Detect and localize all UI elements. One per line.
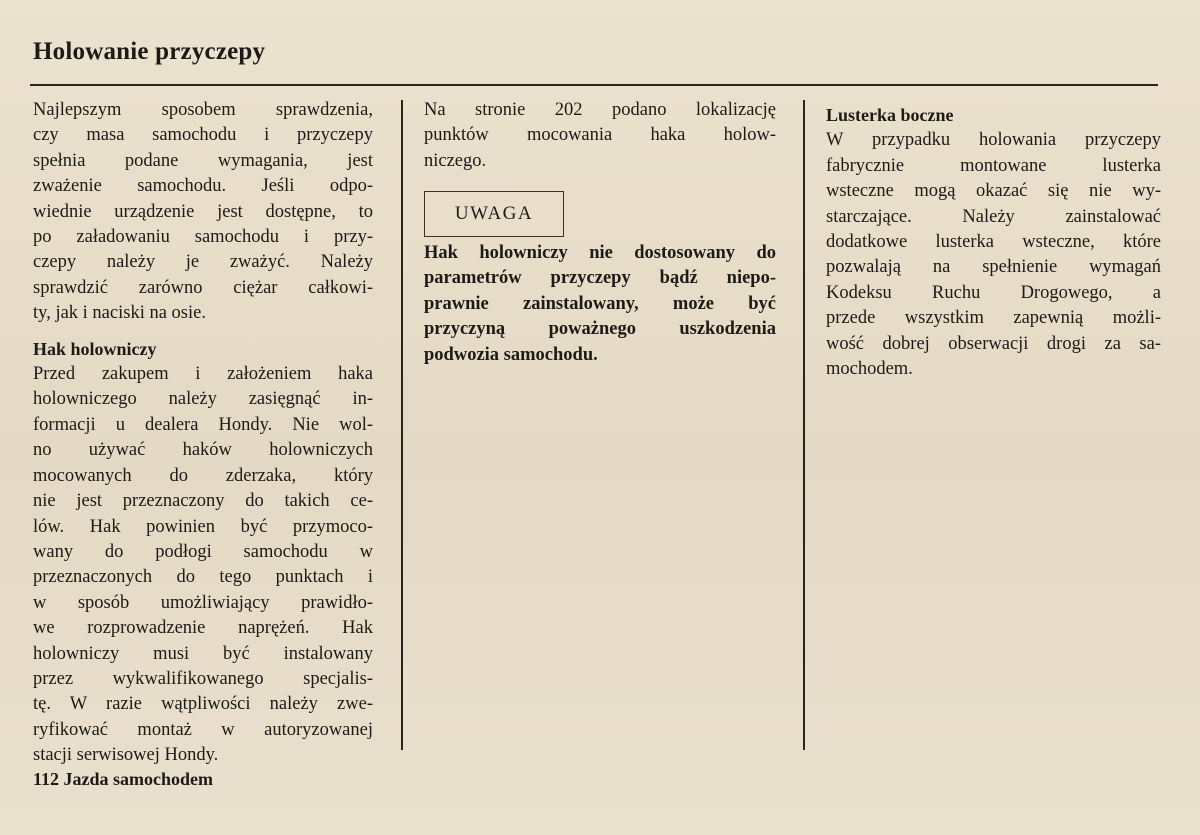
text-line: Na stronie 202 podano lokalizację (424, 100, 776, 120)
text-line: mochodem. (826, 359, 913, 380)
text-line: holowniczy musi być instalowany (33, 643, 373, 664)
text-line: Przed zakupem i założeniem haka (33, 364, 373, 385)
text-line: punktów mocowania haka holow- (424, 125, 776, 146)
text-line: we rozprowadzenie naprężeń. Hak (33, 618, 373, 639)
warning-paragraph (424, 241, 776, 368)
text-line: W przypadku holowania przyczepy (826, 130, 1161, 151)
text-line: przez wykwalifikowanego specjalis- (33, 668, 373, 689)
text-line: czy masa samochodu i przyczepy (33, 125, 373, 146)
text-line: wiednie urządzenie jest dostępne, to (33, 201, 373, 222)
page-footer (33, 769, 213, 790)
column-middle (424, 98, 776, 174)
uwaga-label: UWAGA (424, 191, 564, 237)
text-line: wość dobrej obserwacji drogi za sa- (826, 333, 1161, 354)
intro-paragraph (424, 98, 776, 174)
lusterka-heading: Lusterka boczne (826, 105, 954, 125)
text-line: lów. Hak powinien być przymoco- (33, 516, 373, 537)
hak-heading: Hak holowniczy (33, 338, 157, 359)
text-line: przyczyną poważnego uszkodzenia (424, 319, 776, 340)
text-line: po załadowaniu samochodu i przy- (33, 227, 373, 248)
text-line: nie jest przeznaczony do takich ce- (33, 491, 373, 512)
text-line: wsteczne mogą okazać się nie wy- (826, 181, 1161, 202)
text-line: parametrów przyczepy bądź niepo- (424, 268, 776, 289)
text-line: podwozia samochodu. (424, 344, 598, 365)
text-line: sprawdzić zarówno ciężar całkowi- (33, 277, 373, 298)
text-line: Najlepszym sposobem sprawdzenia, (33, 100, 373, 120)
text-line: przede wszystkim zapewnią możli- (826, 308, 1161, 329)
intro-paragraph (33, 98, 373, 327)
footer-section: Jazda samochodem (63, 769, 214, 789)
page-title: Holowanie przyczepy (33, 38, 266, 65)
text-line: tę. W razie wątpliwości należy zwe- (33, 694, 373, 715)
text-line: starczające. Należy zainstalować (826, 206, 1161, 227)
page-number: 112 (33, 769, 60, 789)
text-line: spełnia podane wymagania, jest (33, 150, 373, 171)
text-line: prawnie zainstalowany, może być (424, 293, 776, 314)
text-line: ryfikować montaż w autoryzowanej (33, 719, 373, 740)
text-line: formacji u dealera Hondy. Nie wol- (33, 414, 373, 435)
text-line: stacji serwisowej Hondy. (33, 745, 219, 766)
lusterka-paragraph (826, 128, 1161, 382)
hak-paragraph (33, 362, 373, 769)
title-rule (30, 84, 1158, 86)
text-line: pozwalają na spełnienie wymagań (826, 257, 1161, 278)
text-line: czepy należy je zważyć. Należy (33, 252, 373, 273)
text-line: dodatkowe lusterka wsteczne, które (826, 232, 1161, 253)
column-divider-1 (401, 100, 403, 750)
text-line: przeznaczonych do tego punktach i (33, 567, 373, 588)
text-line: niczego. (424, 150, 487, 171)
text-line: fabrycznie montowane lusterka (826, 155, 1161, 176)
column-divider-2 (803, 100, 805, 750)
text-line: zważenie samochodu. Jeśli odpo- (33, 176, 373, 197)
text-line: ty, jak i naciski na osie. (33, 303, 206, 324)
column-left (33, 98, 373, 769)
column-right (826, 103, 1161, 382)
text-line: holowniczego należy zasięgnąć in- (33, 389, 373, 410)
text-line: wany do podłogi samochodu w (33, 541, 373, 562)
text-line: mocowanych do zderzaka, który (33, 465, 373, 486)
text-line: Kodeksu Ruchu Drogowego, a (826, 282, 1161, 303)
text-line: no używać haków holowniczych (33, 440, 373, 461)
text-line: Hak holowniczy nie dostosowany do (424, 243, 776, 263)
text-line: w sposób umożliwiający prawidło- (33, 592, 373, 613)
